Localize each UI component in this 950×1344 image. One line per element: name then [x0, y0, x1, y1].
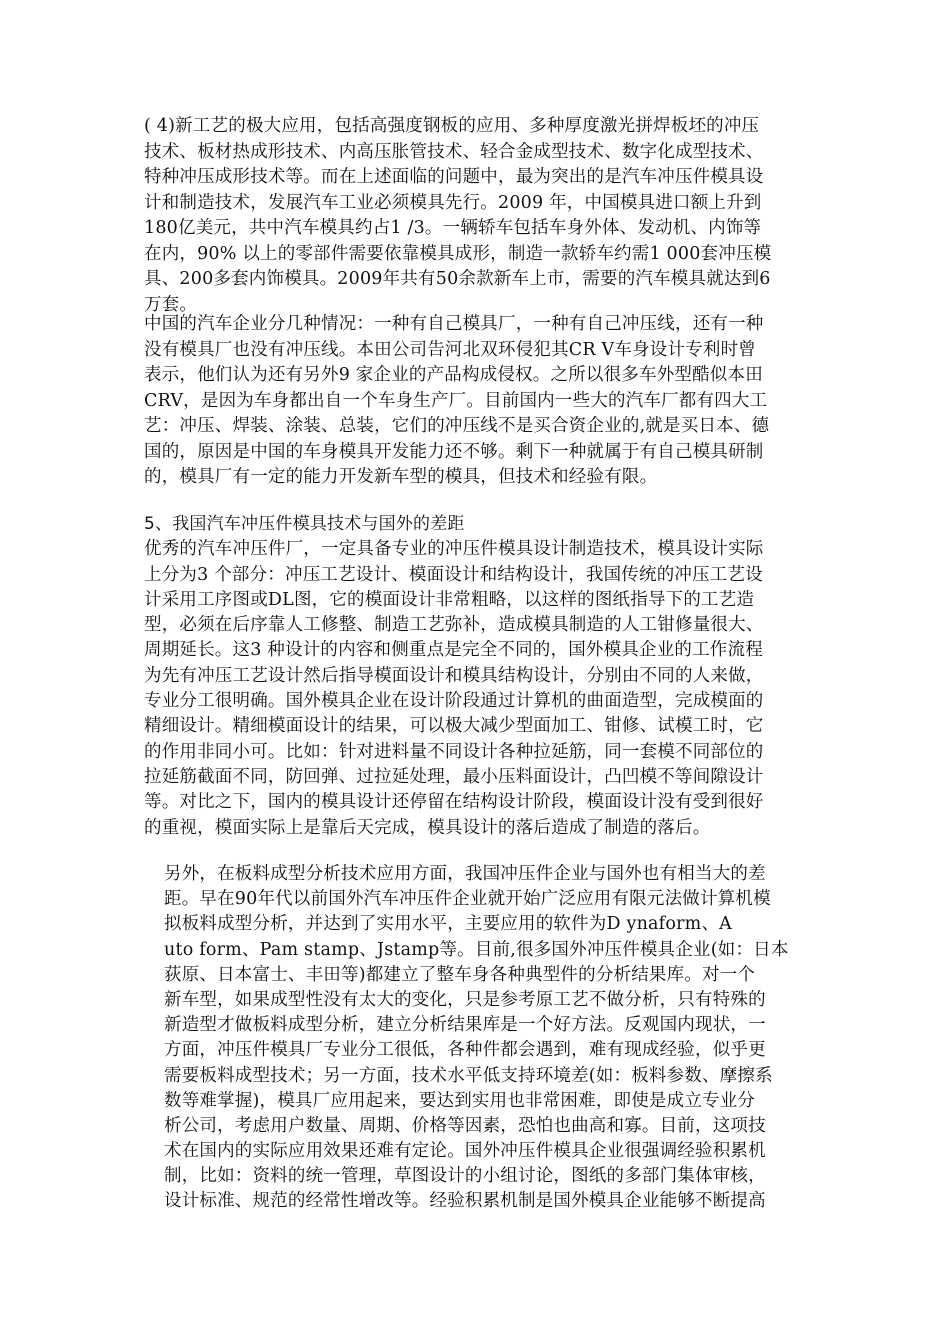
text-line: 在内，90% 以上的零部件需要依靠模具成形，制造一款轿车约需1 000套冲压模: [144, 243, 772, 264]
text-line: 技术、板材热成形技术、内高压胀管技术、轻合金成型技术、数字化成型技术、: [144, 141, 764, 162]
text-line: 没有模具厂也没有冲压线。本田公司告河北双环侵犯其CR V车身设计专利时曾: [144, 339, 756, 360]
text-line: 表示，他们认为还有另外9 家企业的产品构成侵权。之所以很多车外型酷似本田: [144, 365, 763, 385]
text-line: 周期延长。这3 种设计的内容和侧重点是完全不同的，国外模具企业的工作流程: [144, 640, 763, 661]
paragraph-chinese-auto-companies: [144, 312, 769, 491]
text-line: 制，比如：资料的统一管理，草图设计的小组讨论，图纸的多部门集体审核，: [164, 1166, 766, 1187]
text-line: 拟板料成型分析，并达到了实用水平，主要应用的软件为D ynaform、A: [164, 914, 732, 935]
text-line: 国的，原因是中国的车身模具开发能力还不够。剩下一种就属于有自己模具研制: [144, 441, 764, 462]
text-line: 为先有冲压工艺设计然后指导模面设计和模具结构设计，分别由不同的人来做，: [144, 665, 764, 686]
text-line: 上分为3 个部分：冲压工艺设计、模面设计和结构设计，我国传统的冲压工艺设: [144, 564, 763, 585]
section-heading: 5、我国汽车冲压件模具技术与国外的差距: [144, 514, 465, 534]
text-line: 荻原、日本富士、丰田等)都建立了整车身各种典型件的分析结果库。对一个: [164, 964, 756, 985]
text-line: 特种冲压成形技术等。而在上述面临的问题中，最为突出的是汽车冲压件模具设: [144, 167, 764, 187]
text-line: 术在国内的实际应用效果还难有定论。国外冲压件模具企业很强调经验积累机: [164, 1141, 766, 1162]
paragraph-new-processes: [144, 114, 771, 318]
text-line: 计采用工序图或DL图，它的模面设计非常粗略，以这样的图纸指导下的工艺造: [144, 589, 755, 610]
text-line: 新造型才做板料成型分析，建立分析结果库是一个好方法。反观国内现状，一: [164, 1015, 766, 1036]
text-line: ( 4)新工艺的极大应用，包括高强度钢板的应用、多种厚度激光拼焊板坯的冲压: [144, 116, 760, 136]
text-line: 优秀的汽车冲压件厂，一定具备专业的冲压件模具设计制造技术，模具设计实际: [144, 539, 764, 560]
text-line: 专业分工很明确。国外模具企业在设计阶段通过计算机的曲面造型，完成模面的: [144, 691, 764, 712]
text-line: 具、200多套内饰模具。2009年共有50余款新车上市，需要的汽车模具就达到6: [144, 269, 771, 289]
text-line: 需要板料成型技术；另一方面，技术水平低支持环境差(如：板料参数、摩擦系: [164, 1065, 773, 1086]
text-line: 型，必须在后序靠人工修整、制造工艺弥补，造成模具制造的人工钳修量很大、: [144, 615, 764, 636]
text-line: uto form、Pam stamp、Jstamp等。目前,很多国外冲压件模具企业(如：日本: [164, 939, 789, 960]
text-line: 的作用非同小可。比如：针对进料量不同设计各种拉延筋，同一套模不同部位的: [144, 741, 764, 762]
text-line: 艺：冲压、焊装、涂装、总装，它们的冲压线不是买合资企业的,就是买日本、德: [144, 416, 770, 436]
text-line: 180亿美元，共中汽车模具约占1 /3。一辆轿车包括车身外体、发动机、内饰等: [144, 218, 762, 238]
text-line: 万套。: [144, 294, 198, 315]
text-line: 精细设计。精细模面设计的结果，可以极大减少型面加工、钳修、试模工时，它: [144, 716, 764, 737]
text-line: 设计标准、规范的经常性增改等。经验积累机制是国外模具企业能够不断提高: [164, 1191, 766, 1212]
text-line: CRV，是因为车身都出自一个车身生产厂。目前国内一些大的汽车厂都有四大工: [144, 390, 768, 411]
section-5: [144, 512, 764, 841]
text-line: 析公司，考虑用户数量、周期、价格等因素，恐怕也曲高和寡。目前，这项技: [164, 1115, 766, 1136]
text-line: 拉延筋截面不同，防回弹、过拉延处理，最小压料面设计，凸凹模不等间隙设计: [144, 766, 764, 787]
text-line: 的重视，模面实际上是靠后天完成，模具设计的落后造成了制造的落后。: [144, 817, 711, 838]
text-line: 另外，在板料成型分析技术应用方面，我国冲压件企业与国外也有相当大的差: [164, 864, 766, 884]
paragraph-forming-analysis: [164, 862, 789, 1215]
text-line: 的，模具厂有一定的能力开发新车型的模具，但技术和经验有限。: [144, 467, 658, 487]
text-line: 数等难掌握)，模具厂应用起来，要达到实用也非常困难，即使是成立专业分: [164, 1090, 756, 1111]
text-line: 计和制造技术，发展汽车工业必须模具先行。2009 年，中国模具进口额上升到: [144, 192, 762, 213]
text-line: 等。对比之下，国内的模具设计还停留在结构设计阶段，模面设计没有受到很好: [144, 792, 764, 813]
text-line: 中国的汽车企业分几种情况：一种有自己模具厂，一种有自己冲压线，还有一种: [144, 314, 764, 334]
text-line: 方面，冲压件模具厂专业分工很低，各种件都会遇到，难有现成经验，似乎更: [164, 1040, 766, 1061]
text-line: 距。早在90年代以前国外汽车冲压件企业就开始广泛应用有限元法做计算机模: [164, 889, 771, 910]
text-line: 新车型，如果成型性没有太大的变化，只是参考原工艺不做分析，只有特殊的: [164, 989, 766, 1010]
